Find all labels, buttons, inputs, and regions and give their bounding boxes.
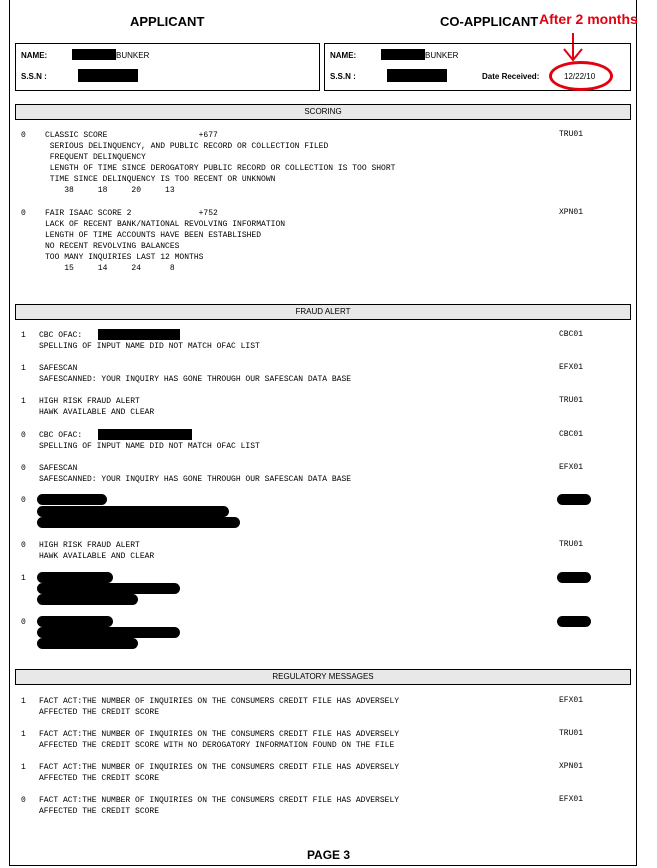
reg-text: FACT ACT:THE NUMBER OF INQUIRIES ON THE CONSUMERS CREDIT FILE HAS ADVERSELY AFFECTED THE CREDIT SCORE bbox=[39, 796, 400, 816]
fraud-num: 0 bbox=[21, 541, 26, 550]
redacted-name bbox=[98, 429, 192, 440]
fraud-num: 1 bbox=[21, 364, 26, 373]
fraud-num: 1 bbox=[21, 397, 26, 406]
bureau-code: EFX01 bbox=[559, 463, 584, 472]
fraud-num: 0 bbox=[21, 618, 26, 627]
fraud-num: 1 bbox=[21, 331, 26, 340]
bureau-code: EFX01 bbox=[559, 696, 584, 705]
co-applicant-name-label: NAME: bbox=[330, 51, 357, 60]
page-number: PAGE 3 bbox=[306, 848, 351, 862]
redacted-code bbox=[557, 572, 591, 583]
scoring-num: 0 bbox=[21, 209, 26, 218]
co-applicant-ssn-label: S.S.N : bbox=[330, 72, 356, 81]
applicant-ssn-label: S.S.N : bbox=[21, 72, 47, 81]
redacted-name bbox=[98, 329, 180, 340]
fraud-num: 0 bbox=[21, 464, 26, 473]
applicant-name-label: NAME: bbox=[21, 51, 48, 60]
redacted-line bbox=[37, 506, 229, 517]
bureau-code: TRU01 bbox=[559, 540, 584, 549]
after-2-months-annotation: After 2 months bbox=[539, 11, 638, 27]
scoring-num: 0 bbox=[21, 131, 26, 140]
date-received-value: 12/22/10 bbox=[564, 72, 596, 81]
redacted-line bbox=[37, 638, 138, 649]
bureau-code: TRU01 bbox=[559, 130, 584, 139]
fraud-text: SAFESCAN SAFESCANNED: YOUR INQUIRY HAS GONE THROUGH OUR SAFESCAN DATA BASE bbox=[39, 364, 352, 384]
redacted-line bbox=[37, 616, 113, 627]
redacted-code bbox=[557, 494, 591, 505]
redacted-first-name bbox=[381, 49, 425, 60]
redacted-line bbox=[37, 494, 107, 505]
fraud-text: CBC OFAC: SPELLING OF INPUT NAME DID NOT MATCH OFAC LIST bbox=[39, 431, 260, 451]
reg-text: FACT ACT:THE NUMBER OF INQUIRIES ON THE CONSUMERS CREDIT FILE HAS ADVERSELY AFFECTED THE CREDIT SCORE bbox=[39, 763, 400, 783]
fraud-num: 0 bbox=[21, 431, 26, 440]
reg-text: FACT ACT:THE NUMBER OF INQUIRIES ON THE CONSUMERS CREDIT FILE HAS ADVERSELY AFFECTED THE CREDIT SCORE WITH NO DEROGATORY INFORMATION FOUND ON THE FILE bbox=[39, 730, 400, 750]
bureau-code: TRU01 bbox=[559, 396, 584, 405]
bureau-code: EFX01 bbox=[559, 795, 584, 804]
co-applicant-name-value: BUNKER bbox=[425, 51, 459, 60]
applicant-box bbox=[15, 43, 320, 91]
bureau-code: CBC01 bbox=[559, 430, 584, 439]
date-highlight-circle bbox=[549, 61, 613, 91]
fraud-text: CBC OFAC: SPELLING OF INPUT NAME DID NOT MATCH OFAC LIST bbox=[39, 331, 260, 351]
redacted-ssn bbox=[78, 69, 138, 82]
applicant-name-value: BUNKER bbox=[116, 51, 150, 60]
applicant-heading: APPLICANT bbox=[130, 14, 205, 29]
bureau-code: CBC01 bbox=[559, 330, 584, 339]
reg-text: FACT ACT:THE NUMBER OF INQUIRIES ON THE CONSUMERS CREDIT FILE HAS ADVERSELY AFFECTED THE CREDIT SCORE bbox=[39, 697, 400, 717]
section-fraud-alert: FRAUD ALERT bbox=[15, 304, 631, 320]
bureau-code: XPN01 bbox=[559, 762, 584, 771]
redacted-first-name bbox=[72, 49, 116, 60]
fraud-text: HIGH RISK FRAUD ALERT HAWK AVAILABLE AND CLEAR bbox=[39, 541, 155, 561]
section-scoring: SCORING bbox=[15, 104, 631, 120]
co-applicant-heading: CO-APPLICANT bbox=[440, 14, 539, 29]
scoring-text: FAIR ISAAC SCORE 2 +752 LACK OF RECENT BANK/NATIONAL REVOLVING INFORMATION LENGTH OF TIME ACCOUNTS HAVE BEEN ESTABLISHED NO RECENT REVOLVING BALANCES TOO MANY INQUIRIES LAST 12 MONTHS 15 14 24 8 bbox=[45, 209, 286, 273]
section-regulatory-messages: REGULATORY MESSAGES bbox=[15, 669, 631, 685]
bureau-code: TRU01 bbox=[559, 729, 584, 738]
redacted-code bbox=[557, 616, 591, 627]
reg-num: 1 bbox=[21, 763, 26, 772]
redacted-line bbox=[37, 517, 240, 528]
redacted-ssn bbox=[387, 69, 447, 82]
redacted-line bbox=[37, 594, 138, 605]
redacted-line bbox=[37, 572, 113, 583]
redacted-line bbox=[37, 583, 180, 594]
bureau-code: XPN01 bbox=[559, 208, 584, 217]
redacted-line bbox=[37, 627, 180, 638]
date-received-label: Date Received: bbox=[482, 72, 540, 81]
fraud-num: 1 bbox=[21, 574, 26, 583]
scoring-text: CLASSIC SCORE +677 SERIOUS DELINQUENCY, AND PUBLIC RECORD OR COLLECTION FILED FREQUENT DELINQUENCY LENGTH OF TIME SINCE DEROGATORY PUBLIC RECORD OR COLLECTION IS TOO SHORT TIME SINCE DELINQUENCY IS TOO RECENT OR UNKNOWN 38 18 20 13 bbox=[45, 131, 396, 195]
reg-num: 0 bbox=[21, 796, 26, 805]
fraud-text: SAFESCAN SAFESCANNED: YOUR INQUIRY HAS GONE THROUGH OUR SAFESCAN DATA BASE bbox=[39, 464, 352, 484]
fraud-num: 0 bbox=[21, 496, 26, 505]
reg-num: 1 bbox=[21, 697, 26, 706]
reg-num: 1 bbox=[21, 730, 26, 739]
bureau-code: EFX01 bbox=[559, 363, 584, 372]
fraud-text: HIGH RISK FRAUD ALERT HAWK AVAILABLE AND CLEAR bbox=[39, 397, 155, 417]
